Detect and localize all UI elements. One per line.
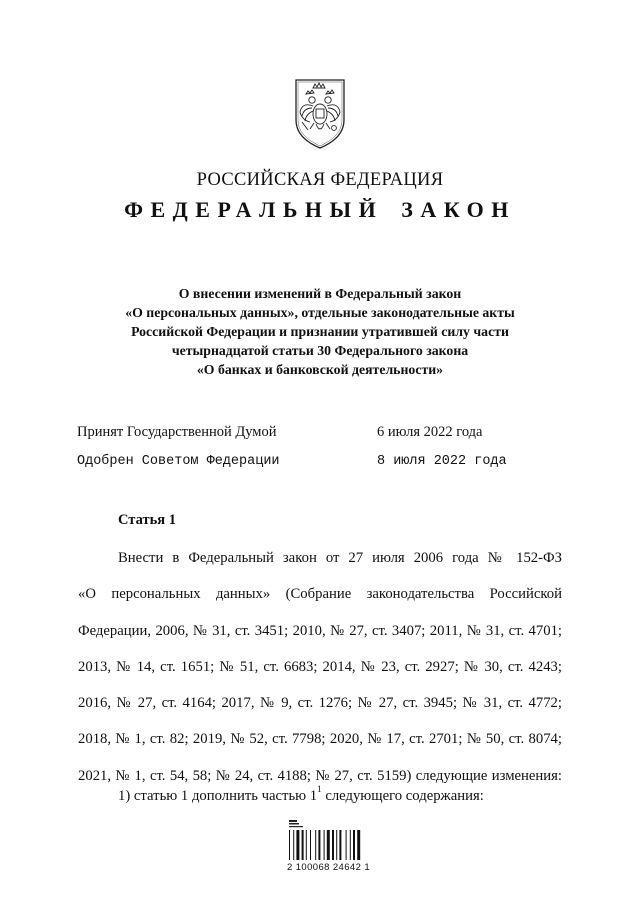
article-line: Внести в Федеральный закон от 27 июля 2006 года № 152-ФЗ xyxy=(118,550,562,566)
article-line: 2013, № 14, ст. 1651; № 51, ст. 6683; 2014, № 23, ст. 2927; № 30, ст. 4243; xyxy=(78,658,562,675)
law-title-line: «О банках и банковской деятельности» xyxy=(196,362,444,377)
article-line: «О персональных данных» (Собрание законодательства Российской xyxy=(78,586,562,603)
law-title-line: Российской Федерации и признании утратившей силу части xyxy=(131,324,509,339)
article-body xyxy=(78,540,562,794)
item-text-end: следующего содержания: xyxy=(321,787,484,804)
document-type-word-1: ФЕДЕРАЛЬНЫЙ xyxy=(124,197,384,222)
document-type-word-2: ЗАКОН xyxy=(401,197,516,222)
council-approval-label: Одобрен Советом Федерации xyxy=(77,454,280,469)
article-line: 2018, № 1, ст. 82; 2019, № 52, ст. 7798; 2020, № 17, ст. 2701; № 50, ст. 8074; xyxy=(78,731,562,748)
law-title-line: «О персональных данных», отдельные законодательные акты xyxy=(125,305,515,320)
law-title-line: четырнадцатой статьи 30 Федерального закона xyxy=(171,343,469,358)
council-approval-date: 8 июля 2022 года xyxy=(377,454,507,469)
article-heading: Статья 1 xyxy=(118,512,176,528)
barcode-number: 2 100068 24642 1 xyxy=(287,862,371,873)
coat-of-arms-emblem xyxy=(288,76,352,152)
article-line: 2021, № 1, ст. 54, 58; № 24, ст. 4188; № 27, ст. 5159) следующие изменения: xyxy=(78,767,562,784)
law-title-line: О внесении изменений в Федеральный закон xyxy=(178,286,462,301)
country-name: РОССИЙСКАЯ ФЕДЕРАЦИЯ xyxy=(196,170,444,190)
duma-adoption-date: 6 июля 2022 года xyxy=(377,424,483,440)
duma-adoption-label: Принят Государственной Думой xyxy=(77,424,277,440)
article-item-1 xyxy=(118,786,484,805)
barcode-icon xyxy=(287,820,367,862)
law-title xyxy=(0,284,640,379)
article-line: Федерации, 2006, № 31, ст. 3451; 2010, № 27, ст. 3407; 2011, № 31, ст. 4701; xyxy=(78,622,562,639)
item-superscript: 1 xyxy=(317,784,322,794)
item-text: 1) статью 1 дополнить частью 1 xyxy=(118,787,318,804)
article-line: 2016, № 27, ст. 4164; 2017, № 9, ст. 1276; № 27, ст. 3945; № 31, ст. 4772; xyxy=(78,695,562,712)
document-type xyxy=(0,197,640,223)
